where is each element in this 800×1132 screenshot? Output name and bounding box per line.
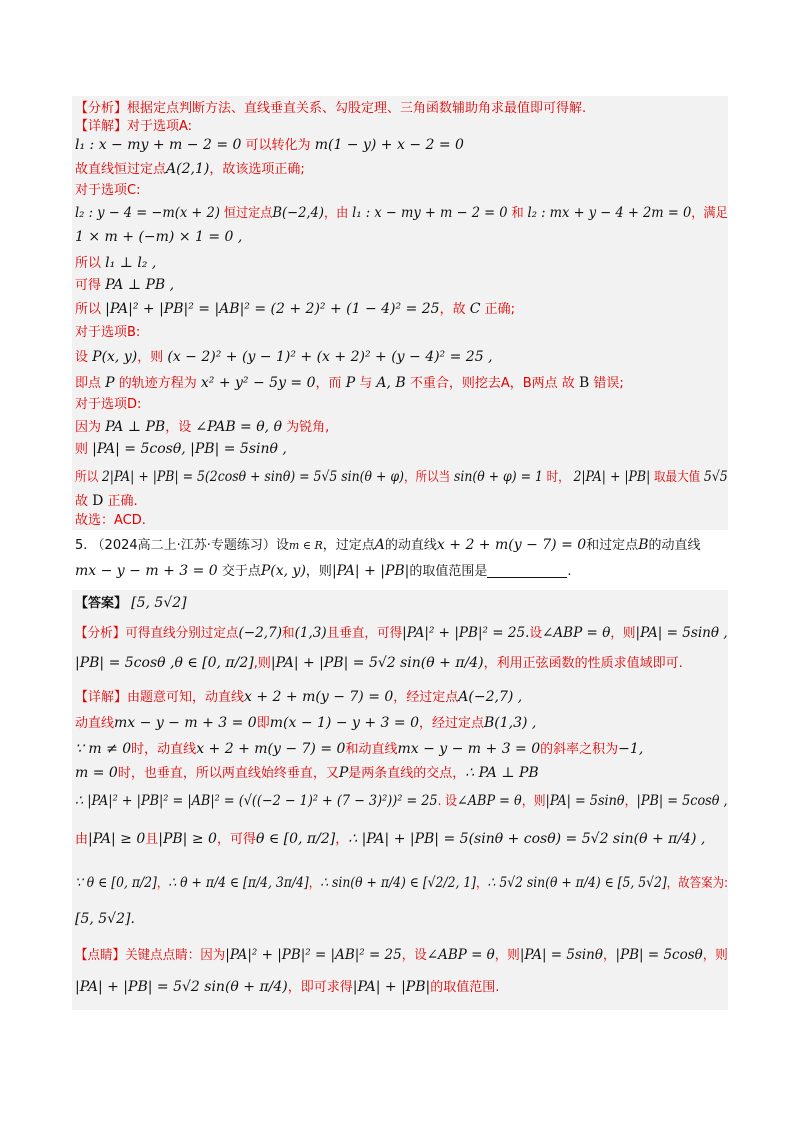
m-in-r: m ∈ R	[288, 539, 323, 552]
fixed-b-text: 恒过定点	[223, 206, 273, 221]
angle-def: ∠PAB = θ, θ	[195, 419, 282, 435]
then-text: ，则	[137, 350, 164, 365]
max-value: 5√5	[703, 469, 728, 485]
time-text: 时，	[546, 470, 570, 485]
detail5-l7a: ∵ θ ∈ [0, π/2]	[75, 875, 157, 891]
ans-d-end: 正确.	[107, 494, 138, 509]
detail5-l3d: 的斜率之积为	[540, 742, 619, 757]
answer-value: [5, 5√2]	[131, 595, 187, 611]
problem5-line1	[75, 536, 701, 555]
analysis5-label: 【分析】	[75, 626, 126, 641]
detail5-line1	[75, 688, 522, 707]
key5-expr: |PA| + |PB|	[352, 979, 431, 995]
max-eq: 2|PA| + |PB| = 5(2cosθ + sinθ) = 5√5 sin(θ + φ)	[101, 469, 404, 485]
detail5-l2eq: mx − y − m + 3 = 0	[114, 715, 257, 731]
problem5-line2	[75, 562, 572, 581]
key5-t7: 的取值范围.	[430, 980, 500, 995]
detail5-line7	[75, 874, 728, 893]
locus-tail: 不重合，则挖去A，B两点 故	[409, 376, 575, 391]
perp-condition: 1 × m + (−m) × 1 = 0 ,	[75, 229, 243, 245]
analysis5-sum: |PA| + |PB| = 5√2 sin(θ + π/4)	[270, 655, 484, 671]
set-text: ，设	[165, 420, 192, 435]
moving-line-2: mx − y − m + 3 = 0	[75, 563, 218, 579]
detail5-l7g: ∴ 5√2 sin(θ + π/4) ∈ [5, 5√2]	[487, 875, 667, 891]
detail5-l6a: 由	[75, 832, 89, 847]
key5-label: 【点睛】	[75, 948, 126, 963]
qp: P(x, y)	[260, 563, 306, 579]
detail5-l4c: 是两条直线的交点，	[348, 766, 466, 781]
analysis5-angle: ∠ABP = θ	[542, 625, 611, 641]
q2: 的动直线	[384, 538, 437, 553]
pa-perp-pb: PA ⊥ PB ,	[105, 277, 175, 293]
analysis-line	[75, 100, 586, 118]
detail5-l6sum: ∴ |PA| + |PB| = 5(sinθ + cosθ) = 5√2 sin(θ + π/4) ,	[348, 831, 706, 847]
detail5-l2c: ，经过定点	[418, 716, 484, 731]
key5-t2: ，设	[401, 948, 427, 963]
key5-sum: |PA| + |PB| = 5√2 sin(θ + π/4)	[75, 979, 288, 995]
option-d-label: 对于选项D:	[75, 397, 142, 412]
locus-p2: P	[345, 375, 356, 391]
detail-label: 【详解】对于选项A:	[75, 119, 193, 134]
detail5-l3b: 时，动直线	[131, 742, 197, 757]
detail5-l2eq2: m(x − 1) − y + 3 = 0	[269, 715, 419, 731]
point-1: (−2,7)	[238, 625, 282, 641]
locus-ab: A, B	[376, 375, 406, 391]
option-c-label: 对于选项C:	[75, 183, 141, 198]
detail5-l6range: θ ∈ [0, π/2]	[255, 831, 336, 847]
when-eq: sin(θ + φ) = 1	[453, 469, 543, 485]
detail5-l6pb: |PB| ≥ 0	[158, 831, 217, 847]
analysis5-t3: 设	[529, 626, 543, 641]
option-d-line	[75, 396, 141, 414]
so2-text: 所以	[75, 302, 102, 317]
analysis5-t1: 可得直线分别过定点	[125, 626, 239, 641]
q7: 的取值范围是	[409, 564, 488, 579]
fixed-a-line	[75, 160, 305, 179]
detail-label-line	[75, 118, 192, 136]
circle-line	[75, 348, 493, 367]
detail5-l6c: ，可得	[216, 832, 256, 847]
l1-transform-text: 可以转化为	[245, 138, 311, 153]
detail5-l6b: 且	[145, 832, 159, 847]
ans-d: D	[92, 493, 104, 509]
answer5-line	[75, 594, 187, 613]
q4: 的动直线	[648, 538, 701, 553]
so2-tail: ，故	[439, 302, 466, 317]
key5-angle: ∠ABP = θ	[426, 947, 495, 963]
so3-text: 所以	[75, 470, 99, 485]
option-b-label: 对于选项B:	[75, 325, 141, 340]
pythagoras-line	[75, 300, 515, 319]
detail5-l1b: ，经过定点	[393, 690, 459, 705]
detail5-line3	[75, 740, 643, 759]
l2-equation: l₂ : y − 4 = −m(x + 2)	[75, 205, 220, 221]
l2-line	[75, 204, 728, 223]
detail5-label: 【详解】	[75, 690, 128, 705]
l1-equation: l₁ : x − my + m − 2 = 0	[75, 137, 242, 153]
because-eq: PA ⊥ PB	[105, 419, 166, 435]
detail5-l5a: ∴ |PA|² + |PB|² = |AB|² = (√((−2 − 1)² + (7 − 3)²))² = 25	[75, 793, 438, 809]
fixed-a-text: 故直线恒过定点	[75, 162, 167, 177]
detail5-l7h: ，故答案为:	[666, 876, 728, 891]
fixed-b-point: B(−2,4)	[272, 205, 324, 221]
point-2: (1,3)	[294, 625, 327, 641]
detail5-line5	[75, 792, 728, 811]
so2-c: C	[469, 301, 481, 317]
when-text: ，所以当	[403, 470, 451, 485]
detail5-l6pa: |PA| ≥ 0	[88, 831, 146, 847]
detail5-point-a: A(−2,7) ,	[458, 689, 523, 705]
detail5-l4b: 时，也垂直，所以两直线始终垂直，又	[117, 766, 339, 781]
key5-pb: |PB| = 5cosθ	[615, 947, 703, 963]
detail5-l5pb: |PB| = 5cosθ ,	[636, 793, 728, 809]
pythagoras-eq: |PA|² + |PB|² = |AB|² = (2 + 2)² + (1 − 4)² = 25	[105, 301, 440, 317]
answer-blank	[487, 563, 567, 578]
detail5-l5c: ，则	[521, 794, 546, 809]
detail5-line8	[75, 910, 135, 929]
detail5-answer: [5, 5√2].	[75, 911, 135, 927]
analysis5-t2: 且垂直，可得	[326, 626, 403, 641]
key5-pa: |PA| = 5sinθ	[519, 947, 603, 963]
detail5-l4d: ∴ PA ⊥ PB	[465, 765, 539, 781]
problem-number: 5.	[75, 538, 88, 553]
detail5-point-b: B(1,3) ,	[484, 715, 537, 731]
l1-line	[75, 136, 464, 155]
detail5-l2b: 即	[256, 716, 270, 731]
qa: A	[374, 537, 385, 553]
detail5-l4p: P	[338, 765, 349, 781]
let-text: 设	[75, 350, 89, 365]
max-line	[75, 468, 728, 487]
detail5-l2a: 动直线	[75, 716, 115, 731]
detail5-l3a: ∵ m ≠ 0	[75, 741, 132, 757]
choose-text: 故选：ACD.	[75, 513, 146, 528]
key5-t6: ，即可求得	[287, 980, 353, 995]
perp-line	[75, 254, 156, 273]
analysis5-eq1: |PA|² + |PB|² = 25.	[402, 625, 530, 641]
choose-line	[75, 512, 146, 530]
q3: 和过定点	[586, 538, 639, 553]
locus-and: ，而	[315, 376, 342, 391]
analysis5-t5: ,则	[253, 656, 271, 671]
pa-pb-line	[75, 276, 174, 295]
detail5-l5pa: |PA| = 5sinθ	[545, 793, 625, 809]
detail5-l7c: ∴ θ + π/4 ∈ [π/4, 3π/4]	[168, 875, 309, 891]
key5-t1: 关键点点睛：因为	[125, 948, 226, 963]
perp-cond-line	[75, 228, 242, 247]
q6: ，则	[305, 564, 332, 579]
detail5-l7d: ，	[308, 876, 321, 891]
then2-text: 则	[75, 442, 89, 457]
max-take: 取最大值	[653, 470, 701, 485]
max-expr: 2|PA| + |PB|	[573, 469, 651, 485]
so2-end: 正确;	[484, 302, 515, 317]
option-b-line	[75, 324, 140, 342]
fixed-a-point: A(2,1)	[166, 161, 210, 177]
detail5-line4	[75, 764, 539, 783]
detail5-l3c: 和动直线	[345, 742, 398, 757]
answer-label: 【答案】	[75, 596, 128, 611]
and-text: 和	[511, 206, 524, 221]
locus-line	[75, 374, 624, 393]
detail5-l5b: . 设	[437, 794, 458, 809]
analysis5-pb: |PB| = 5cosθ ,	[75, 655, 175, 671]
analysis-text: 【分析】根据定点判断方法、直线垂直关系、勾股定理、三角函数辅助角求最值即可得解.	[75, 101, 587, 116]
detail5-l3e: −1	[618, 741, 639, 757]
perp-statement: l₁ ⊥ l₂ ,	[105, 255, 157, 271]
l1-again: l₁ : x − my + m − 2 = 0	[352, 205, 508, 221]
analysis5-line1	[75, 624, 728, 643]
key5-t4: ，	[602, 948, 616, 963]
l1-form: m(1 − y) + x − 2 = 0	[314, 137, 464, 153]
locus-text: 即点	[75, 376, 102, 391]
locus-eq: x² + y² − 5y = 0	[200, 375, 316, 391]
satisfy-text: ，满足	[691, 206, 728, 221]
moving-line-1: x + 2 + m(y − 7) = 0	[436, 537, 587, 553]
option-c-line	[75, 182, 140, 200]
because-line	[75, 418, 329, 437]
analysis5-and: 和	[281, 626, 295, 641]
qb: B	[638, 537, 649, 553]
detail5-l5d: ，	[624, 794, 637, 809]
get-text: 可得	[75, 278, 102, 293]
by-text: ，由	[323, 206, 349, 221]
pa-pb-value-line	[75, 440, 287, 459]
l2-form: l₂ : mx + y − 4 + 2m = 0	[527, 205, 692, 221]
key5-eq: |PA|² + |PB|² = |AB|² = 25	[225, 947, 402, 963]
detail5-l6d: ，	[335, 832, 349, 847]
analysis5-t6: ，利用正弦函数的性质求值域即可.	[483, 656, 683, 671]
q8: .	[567, 564, 572, 579]
ans-gu: 故	[75, 494, 89, 509]
key5-line2	[75, 978, 499, 997]
detail5-line2	[75, 714, 536, 733]
key5-t5: ，则	[702, 948, 728, 963]
so-text: 所以	[75, 256, 102, 271]
analysis5-range: θ ∈ [0, π/2]	[174, 655, 254, 671]
q5: 交于点	[221, 564, 261, 579]
analysis5-t4: ，则	[610, 626, 636, 641]
because-text: 因为	[75, 420, 102, 435]
detail5-l3eq1: x + 2 + m(y − 7) = 0	[196, 741, 346, 757]
problem-source: （2024高二上·江苏·专题练习）设	[91, 538, 289, 553]
locus-wrong: 错误;	[593, 376, 624, 391]
fixed-a-conclusion: ，故该选项正确;	[209, 162, 305, 177]
locus-with: 与	[359, 376, 373, 391]
detail5-l7b: ，	[156, 876, 169, 891]
detail5-l7f: ，	[476, 876, 488, 891]
detail5-line6	[75, 830, 705, 849]
answer-d-line	[75, 492, 138, 511]
let-p: P(x, y)	[92, 349, 138, 365]
analysis5-pa: |PA| = 5sinθ ,	[635, 625, 728, 641]
circle-eq: (x − 2)² + (y − 1)² + (x + 2)² + (y − 4)² = 25 ,	[167, 349, 493, 365]
key5-line1	[75, 946, 728, 965]
detail5-l7e: ∴ sin(θ + π/4) ∈ [√2/2, 1]	[320, 875, 477, 891]
locus-b: B	[578, 375, 590, 391]
detail5-l3eq2: mx − y − m + 3 = 0	[397, 741, 541, 757]
key5-t3: ，则	[494, 948, 520, 963]
detail5-l4a: m = 0	[75, 765, 118, 781]
detail5-l1eq: x + 2 + m(y − 7) = 0	[244, 689, 394, 705]
locus-p: P	[105, 375, 115, 391]
analysis5-line2	[75, 654, 683, 673]
q1: ，过定点	[322, 538, 375, 553]
qexpr: |PA| + |PB|	[331, 563, 410, 579]
acute-text: 为锐角,	[286, 420, 330, 435]
detail5-l3f: ,	[638, 741, 644, 757]
detail5-l1a: 由题意可知，动直线	[127, 690, 245, 705]
locus-mid: 的轨迹方程为	[118, 376, 197, 391]
pa-pb-values: |PA| = 5cosθ, |PB| = 5sinθ ,	[92, 441, 287, 457]
detail5-l5ang: ∠ABP = θ	[457, 793, 522, 809]
